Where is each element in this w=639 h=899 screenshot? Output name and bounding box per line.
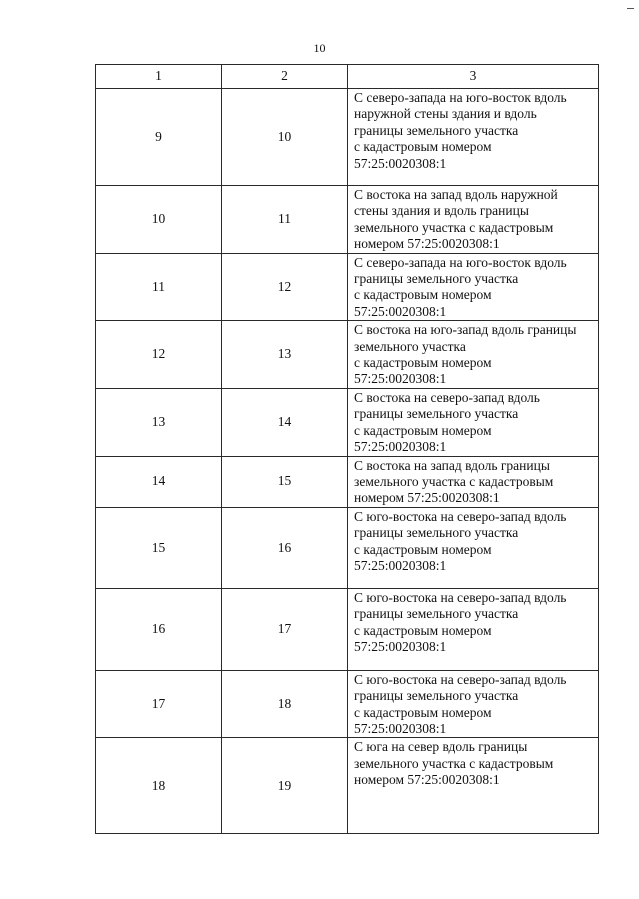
description-line: номером 57:25:0020308:1 (354, 490, 500, 506)
description-line: границы земельного участка (354, 406, 519, 422)
boundary-description (348, 253, 599, 321)
description-line: границы земельного участка (354, 122, 519, 138)
column-header-3: 3 (348, 65, 599, 89)
description-line: с кадастровым номером (354, 422, 492, 438)
description-line: 57:25:0020308:1 (354, 439, 447, 455)
description-line: С юга на север вдоль границы (354, 739, 528, 755)
table-row (96, 253, 599, 321)
description-line: 57:25:0020308:1 (354, 155, 447, 171)
boundary-description (348, 186, 599, 254)
boundary-description (348, 670, 599, 738)
description-line: с кадастровым номером (354, 355, 492, 371)
description-line: земельного участка с кадастровым (354, 755, 554, 771)
description-line: земельного участка с кадастровым (354, 219, 554, 235)
description-line: С северо-запада на юго-восток вдоль (354, 254, 567, 270)
boundary-description (348, 89, 599, 186)
description-line: с кадастровым номером (354, 622, 492, 638)
end-point-number: 18 (222, 670, 348, 738)
table-row (96, 670, 599, 738)
end-point-number: 11 (222, 186, 348, 254)
description-line: С востока на запад вдоль границы (354, 457, 550, 473)
start-point-number: 9 (96, 89, 222, 186)
description-line: земельного участка (354, 338, 466, 354)
description-line: 57:25:0020308:1 (354, 371, 447, 387)
description-line: с кадастровым номером (354, 541, 492, 557)
table-row (96, 321, 599, 389)
table-row (96, 388, 599, 456)
description-line: С юго-востока на северо-запад вдоль (354, 671, 567, 687)
description-line: границы земельного участка (354, 271, 519, 287)
end-point-number: 10 (222, 89, 348, 186)
start-point-number: 10 (96, 186, 222, 254)
boundary-description (348, 321, 599, 389)
end-point-number: 15 (222, 456, 348, 507)
description-line: 57:25:0020308:1 (354, 303, 447, 319)
end-point-number: 19 (222, 738, 348, 834)
column-header-2: 2 (222, 65, 348, 89)
description-line: границы земельного участка (354, 606, 519, 622)
start-point-number: 15 (96, 507, 222, 588)
description-line: С востока на запад вдоль наружной (354, 187, 558, 202)
description-line: С востока на северо-запад вдоль (354, 389, 540, 405)
start-point-number: 18 (96, 738, 222, 834)
description-line: земельного участка с кадастровым (354, 473, 554, 489)
header-row (96, 65, 599, 89)
description-line: С юго-востока на северо-запад вдоль (354, 508, 567, 524)
table-row (96, 507, 599, 588)
description-line: С юго-востока на северо-запад вдоль (354, 589, 567, 605)
table-row (96, 738, 599, 834)
description-line: С востока на юго-запад вдоль границы (354, 322, 577, 338)
description-line: 57:25:0020308:1 (354, 638, 447, 654)
description-line: с кадастровым номером (354, 287, 492, 303)
boundary-description (348, 456, 599, 507)
boundary-description (348, 388, 599, 456)
description-line: с кадастровым номером (354, 139, 492, 155)
table-row (96, 186, 599, 254)
end-point-number: 13 (222, 321, 348, 389)
description-line: границы земельного участка (354, 688, 519, 704)
boundary-table (95, 64, 599, 834)
end-point-number: 16 (222, 507, 348, 588)
table-row (96, 89, 599, 186)
table-row (96, 456, 599, 507)
description-line: наружной стены здания и вдоль (354, 106, 537, 122)
description-line: границы земельного участка (354, 525, 519, 541)
end-point-number: 17 (222, 588, 348, 670)
description-line: номером 57:25:0020308:1 (354, 772, 500, 788)
start-point-number: 14 (96, 456, 222, 507)
table-body (96, 89, 599, 834)
column-header-1: 1 (96, 65, 222, 89)
start-point-number: 17 (96, 670, 222, 738)
end-point-number: 12 (222, 253, 348, 321)
corner-mark (627, 8, 634, 9)
description-line: С северо-запада на юго-восток вдоль (354, 90, 567, 105)
start-point-number: 13 (96, 388, 222, 456)
start-point-number: 16 (96, 588, 222, 670)
description-line: 57:25:0020308:1 (354, 557, 447, 573)
boundary-description (348, 588, 599, 670)
end-point-number: 14 (222, 388, 348, 456)
start-point-number: 11 (96, 253, 222, 321)
description-line: 57:25:0020308:1 (354, 720, 447, 736)
boundary-description (348, 507, 599, 588)
description-line: с кадастровым номером (354, 704, 492, 720)
description-line: стены здания и вдоль границы (354, 203, 529, 219)
table-row (96, 588, 599, 670)
description-line: номером 57:25:0020308:1 (354, 236, 500, 252)
boundary-description (348, 738, 599, 834)
start-point-number: 12 (96, 321, 222, 389)
page-number: 10 (313, 41, 326, 55)
